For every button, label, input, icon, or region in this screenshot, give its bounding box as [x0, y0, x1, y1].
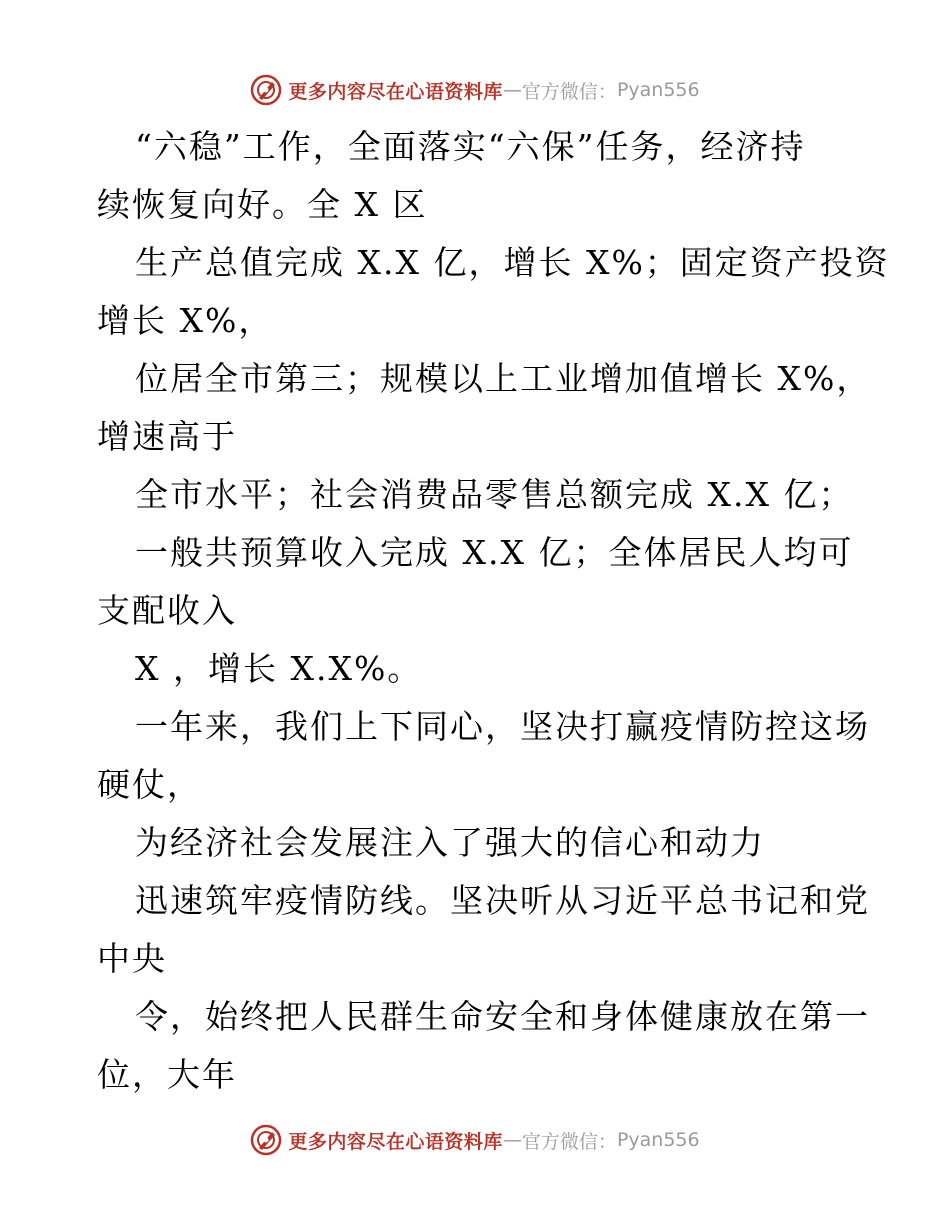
body-line: 增长 X%， — [97, 301, 274, 340]
footer-separator: — — [502, 1129, 522, 1151]
brand-logo-icon — [250, 74, 282, 106]
document-body — [97, 118, 890, 1104]
footer-promo-text: 更多内容尽在心语资料库 — [288, 1130, 503, 1153]
body-line: 一般共预算收入完成 X.X 亿；全体居民人均可 — [135, 533, 854, 572]
body-line: 生产总值完成 X.X 亿，增长 X%；固定资产投资 — [135, 243, 890, 282]
body-line: 全市水平；社会消费品零售总额完成 X.X 亿； — [135, 475, 854, 514]
body-line: X ，增长 X.X%。 — [135, 649, 423, 688]
body-line: 位，大年 — [97, 1055, 237, 1094]
body-line: 为经济社会发展注入了强大的信心和动力 — [135, 823, 765, 862]
brand-logo-icon — [250, 1124, 282, 1156]
body-line: 增速高于 — [97, 417, 237, 456]
footer-wechat-handle: Pyan556 — [616, 1129, 700, 1151]
body-line: 中央 — [97, 939, 167, 978]
header-wechat-handle: Pyan556 — [616, 79, 700, 101]
header-official-label: 官方微信： — [521, 80, 617, 103]
body-line: 支配收入 — [97, 591, 237, 630]
body-line: 硬仗， — [97, 765, 202, 804]
footer-official-label: 官方微信： — [521, 1130, 617, 1153]
body-line: 迅速筑牢疫情防线。坚决听从习近平总书记和党 — [135, 881, 870, 920]
footer-banner — [0, 1120, 950, 1160]
body-line: “六稳”工作，全面落实“六保”任务，经济持 — [135, 127, 806, 166]
header-separator: — — [502, 79, 522, 101]
body-line: 令，始终把人民群生命安全和身体健康放在第一 — [135, 997, 870, 1036]
header-promo-text: 更多内容尽在心语资料库 — [288, 80, 503, 103]
header-banner — [0, 70, 950, 110]
body-line: 续恢复向好。全 X 区 — [97, 185, 428, 224]
body-line: 一年来，我们上下同心，坚决打赢疫情防控这场 — [135, 707, 870, 746]
body-line: 位居全市第三；规模以上工业增加值增长 X%， — [135, 359, 872, 398]
